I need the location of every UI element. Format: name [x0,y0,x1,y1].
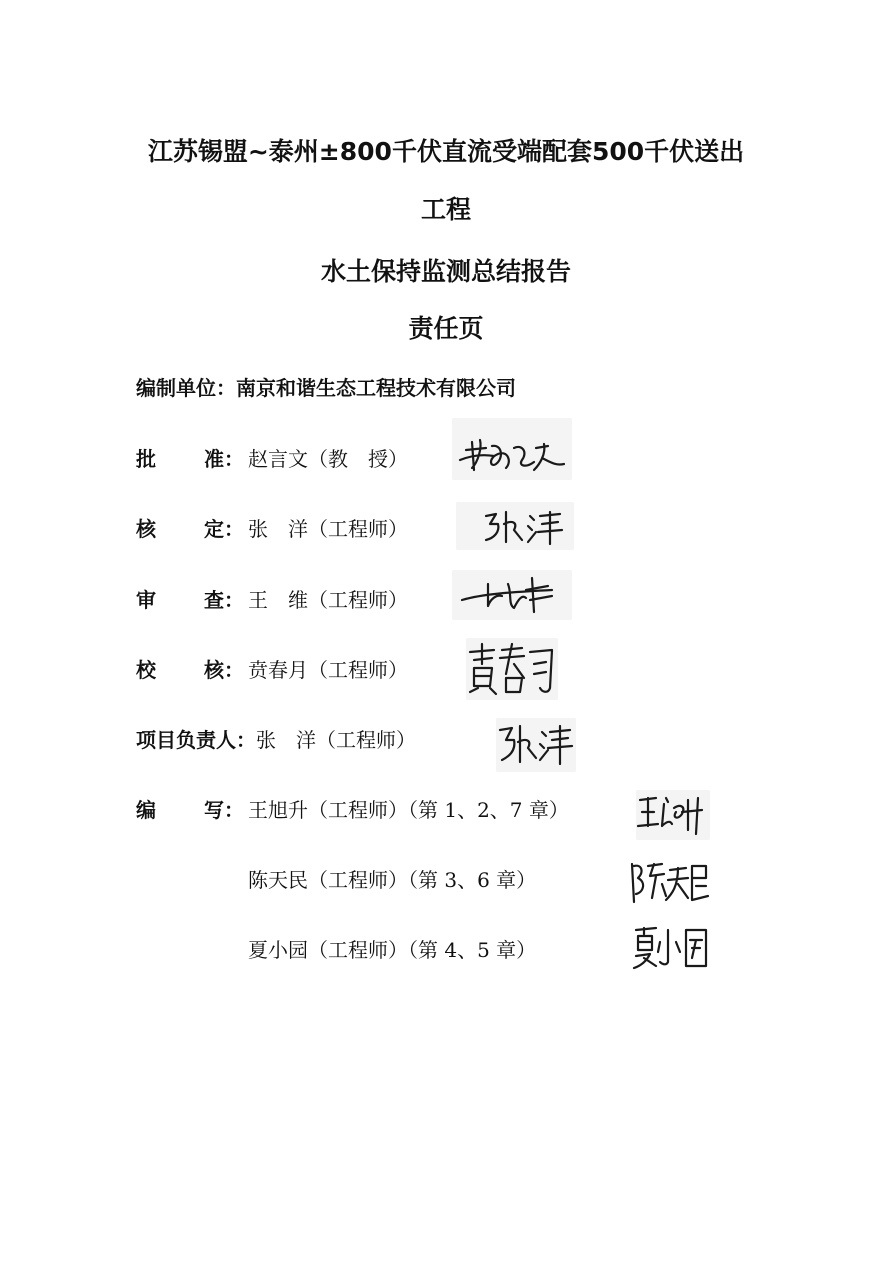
proofread-row [136,654,408,686]
verify-person: 张 洋（工程师） [248,517,408,541]
review-signature [452,570,572,620]
proofread-person: 贲春月（工程师） [248,658,408,682]
author-3-signature [630,922,710,972]
verify-row [136,513,408,545]
approve-person: 赵言文（教 授） [248,447,408,471]
author-entry: 夏小园（工程师）（第 4、5 章） [248,938,537,962]
authors-label-char2: 写： [204,798,244,822]
report-title-line-1: 江苏锡盟~泰州±800千伏直流受端配套500千伏送出 [147,137,745,166]
approve-label [136,443,246,475]
verify-label [136,513,246,545]
approve-label-char1: 批 [136,447,156,471]
proofread-label-char2: 核： [204,658,244,682]
organization-name: 南京和谐生态工程技术有限公司 [236,376,516,400]
responsibility-page-heading: 责任页 [408,314,484,343]
project-lead-label: 项目负责人： [136,728,256,752]
organization-label: 编制单位： [136,376,236,400]
authors-row-1 [136,794,569,826]
approve-row [136,443,408,475]
verify-signature [456,502,574,550]
project-lead-row [136,724,416,756]
organization-row [136,372,516,404]
approve-signature [452,418,572,480]
author-entry: 王旭升（工程师）（第 1、2、7 章） [248,798,569,822]
authors-label [136,794,246,826]
proofread-signature [466,638,558,700]
author-entry: 陈天民（工程师）（第 3、6 章） [248,868,537,892]
approve-label-char2: 准： [204,447,244,471]
proofread-label-char1: 校 [136,658,156,682]
author-2-signature [626,856,712,908]
review-label-char2: 查： [204,588,244,612]
verify-label-char1: 核 [136,517,156,541]
report-subtitle: 水土保持监测总结报告 [320,257,571,286]
review-label-char1: 审 [136,588,156,612]
review-person: 王 维（工程师） [248,588,408,612]
authors-label-char1: 编 [136,798,156,822]
review-row [136,584,408,616]
project-lead-person: 张 洋（工程师） [256,728,416,752]
verify-label-char2: 定： [204,517,244,541]
review-label [136,584,246,616]
proofread-label [136,654,246,686]
author-1-signature [636,790,710,840]
report-title-line-2: 工程 [420,195,471,224]
project-lead-signature [496,718,576,772]
